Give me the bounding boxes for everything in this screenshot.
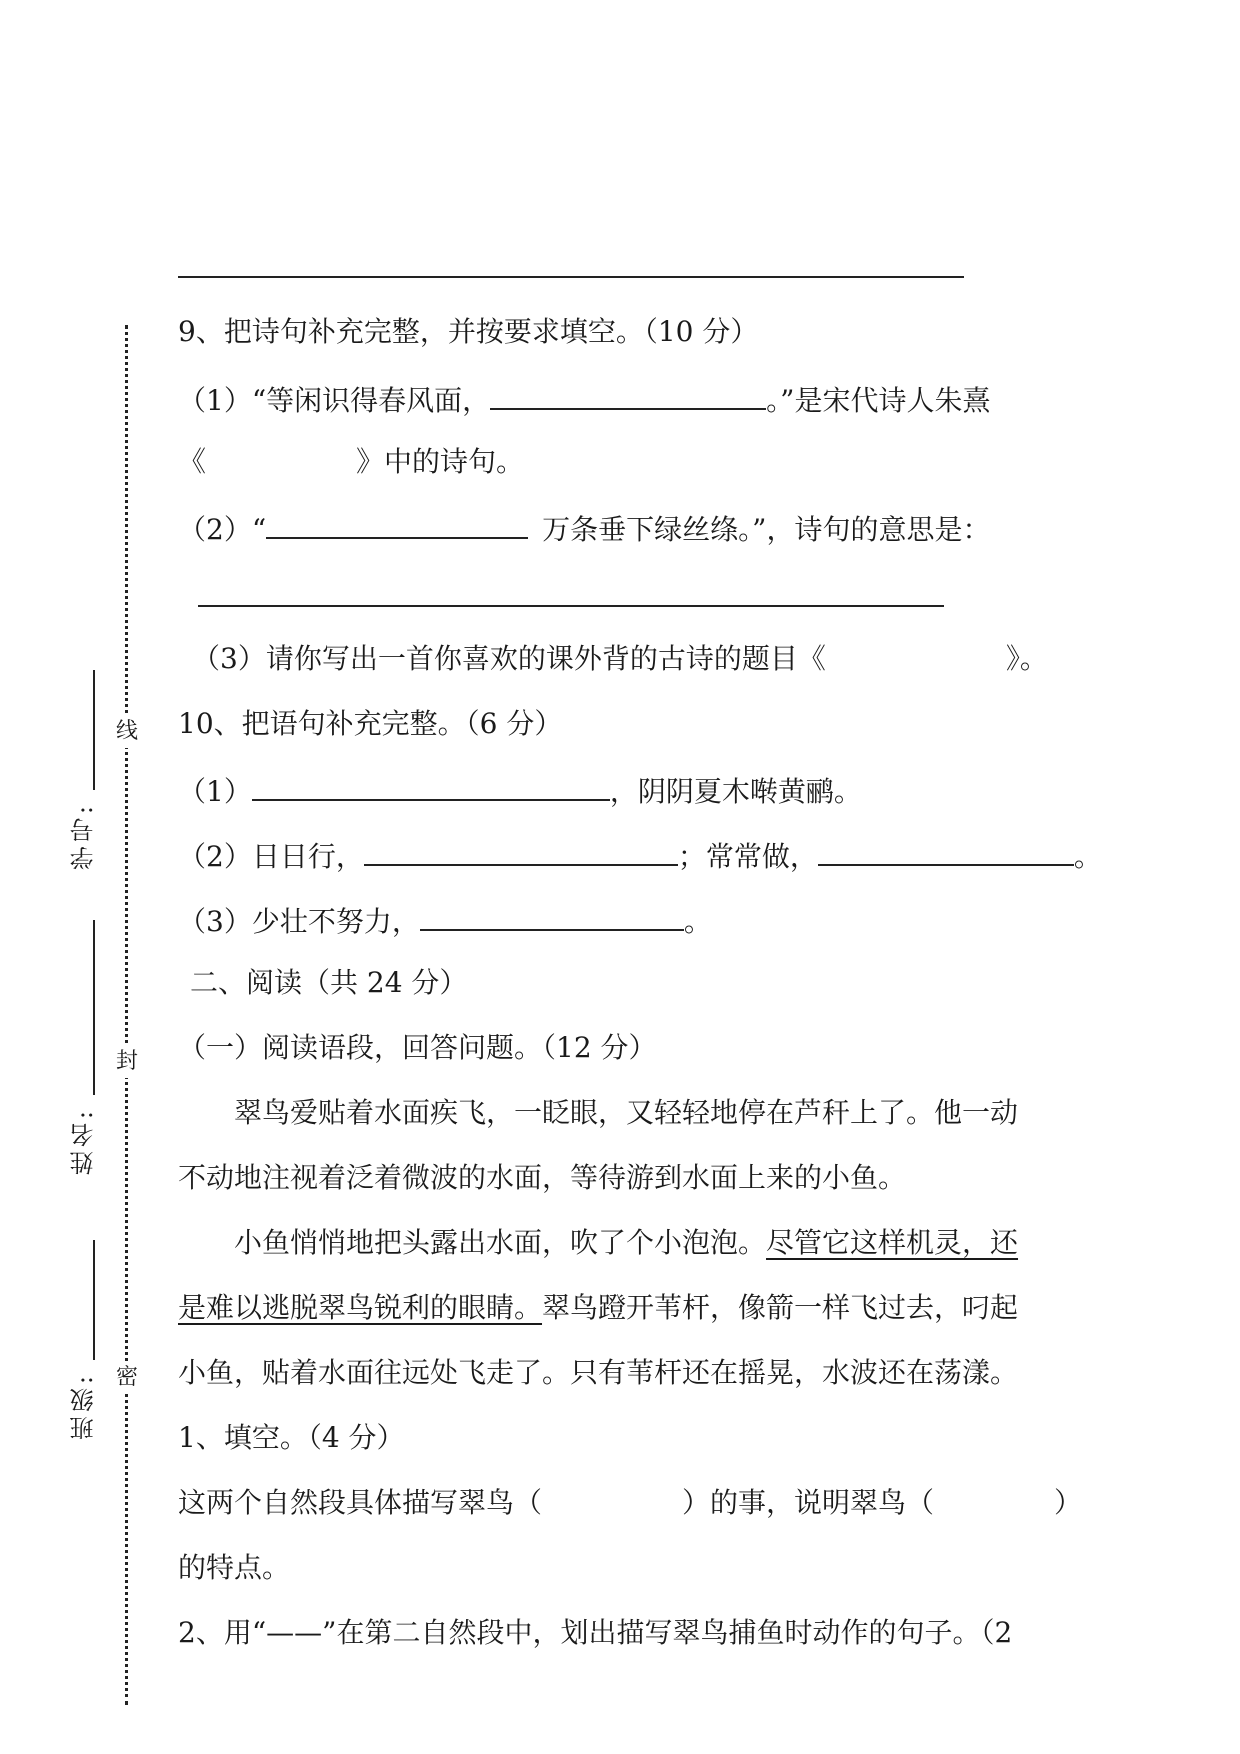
- name-field: [66, 920, 98, 1176]
- q9-part1-cont: [178, 444, 524, 480]
- q10-part3: [178, 901, 712, 940]
- q9-p2-text-b: 万条垂下绿丝绦。”，诗句的意思是：: [542, 513, 991, 546]
- q9-part1: [178, 380, 990, 419]
- q10-p3-blank[interactable]: [420, 901, 684, 931]
- q10-p2-blank-2[interactable]: [818, 836, 1074, 866]
- reading-q1-text-a: 这两个自然段具体描写翠鸟（: [178, 1486, 543, 1519]
- class-line: [93, 1240, 95, 1360]
- seal-mark-seal: 封: [116, 1046, 138, 1078]
- reading-q1-title: 1、填空。（4 分）: [178, 1421, 405, 1454]
- q9-p1-text-b: 。”是宋代诗人朱熹: [766, 384, 991, 417]
- q9-p1-book-open: 《: [178, 445, 207, 478]
- q10-p2-text-c: 。: [1073, 840, 1102, 873]
- seal-mark-secret: 密: [116, 1362, 138, 1394]
- reading-q2: 2、用“——”在第二自然段中，划出描写翠鸟捕鱼时动作的句子。（2: [178, 1616, 1013, 1649]
- top-answer-line: [178, 276, 964, 278]
- passage-para1-line2: 不动地注视着泛着微波的水面，等待游到水面上来的小鱼。: [178, 1161, 907, 1194]
- reading-q1-text-c: ）: [1054, 1486, 1083, 1519]
- reading-q1-line1: [178, 1485, 1082, 1521]
- q9-part3: [192, 641, 1048, 677]
- passage-para2-line2: [178, 1290, 1018, 1326]
- q10-p1-blank[interactable]: [252, 771, 610, 801]
- q10-title: 10、把语句补充完整。（6 分）: [178, 707, 563, 740]
- reading-q1-line2: 的特点。: [178, 1551, 291, 1584]
- q9-p1-blank[interactable]: [490, 380, 766, 410]
- q9-p1-book-close: 》中的诗句。: [356, 445, 525, 478]
- q9-p2-text-a: （2）“: [178, 513, 267, 546]
- binding-dotted-line: [125, 325, 128, 1705]
- class-label: 班级:: [70, 1372, 98, 1441]
- passage-para2-l2-b: 翠鸟蹬开苇杆，像箭一样飞过去，叼起: [542, 1291, 1019, 1324]
- seal-mark-line: 线: [116, 716, 138, 748]
- passage-para2-line1: [234, 1225, 1018, 1261]
- q9-part2: [178, 509, 990, 548]
- passage-para2-line3: 小鱼，贴着水面往远处飞走了。只有苇杆还在摇晃，水波还在荡漾。: [178, 1356, 1019, 1389]
- q9-p2-blank[interactable]: [266, 509, 528, 539]
- student-id-label: 学号:: [70, 802, 98, 871]
- passage-para2-l1-a: 小鱼悄悄地把头露出水面，吹了个小泡泡。: [234, 1226, 767, 1259]
- name-line: [93, 920, 95, 1095]
- passage-para2-l2-underlined: 是难以逃脱翠鸟锐利的眼睛。: [178, 1291, 543, 1324]
- student-id-field: [66, 670, 98, 871]
- q10-p1-text-a: （1）: [178, 775, 252, 808]
- student-id-line: [93, 670, 95, 790]
- q10-p1-text-b: ，阴阴夏木啭黄鹂。: [609, 775, 862, 808]
- class-field: [66, 1240, 98, 1441]
- q9-title: 9、把诗句补充完整，并按要求填空。（10 分）: [178, 315, 759, 348]
- q10-p2-text-b: ；常常做，: [677, 840, 818, 873]
- reading-heading: 二、阅读（共 24 分）: [190, 966, 468, 999]
- name-label: 姓名:: [70, 1107, 98, 1176]
- q10-p3-text-b: 。: [683, 905, 712, 938]
- q9-p1-text-a: （1）“等闲识得春风面，: [178, 384, 491, 417]
- passage-para1-line1: 翠鸟爱贴着水面疾飞，一眨眼，又轻轻地停在芦秆上了。他一动: [234, 1096, 1019, 1129]
- q9-meaning-answer-line[interactable]: [198, 605, 944, 607]
- q9-p3-text-b: 》。: [1005, 642, 1048, 675]
- q10-part2: [178, 836, 1102, 875]
- q10-p3-text-a: （3）少壮不努力，: [178, 905, 420, 938]
- reading-subheading: （一）阅读语段，回答问题。（12 分）: [178, 1031, 657, 1064]
- passage-para2-l1-underlined: 尽管它这样机灵，还: [766, 1226, 1019, 1259]
- q10-part1: [178, 771, 862, 810]
- q9-p3-text-a: （3）请你写出一首你喜欢的课外背的古诗的题目《: [192, 642, 826, 675]
- q10-p2-text-a: （2）日日行，: [178, 840, 364, 873]
- reading-q1-text-b: ）的事，说明翠鸟（: [682, 1486, 935, 1519]
- q10-p2-blank-1[interactable]: [364, 836, 678, 866]
